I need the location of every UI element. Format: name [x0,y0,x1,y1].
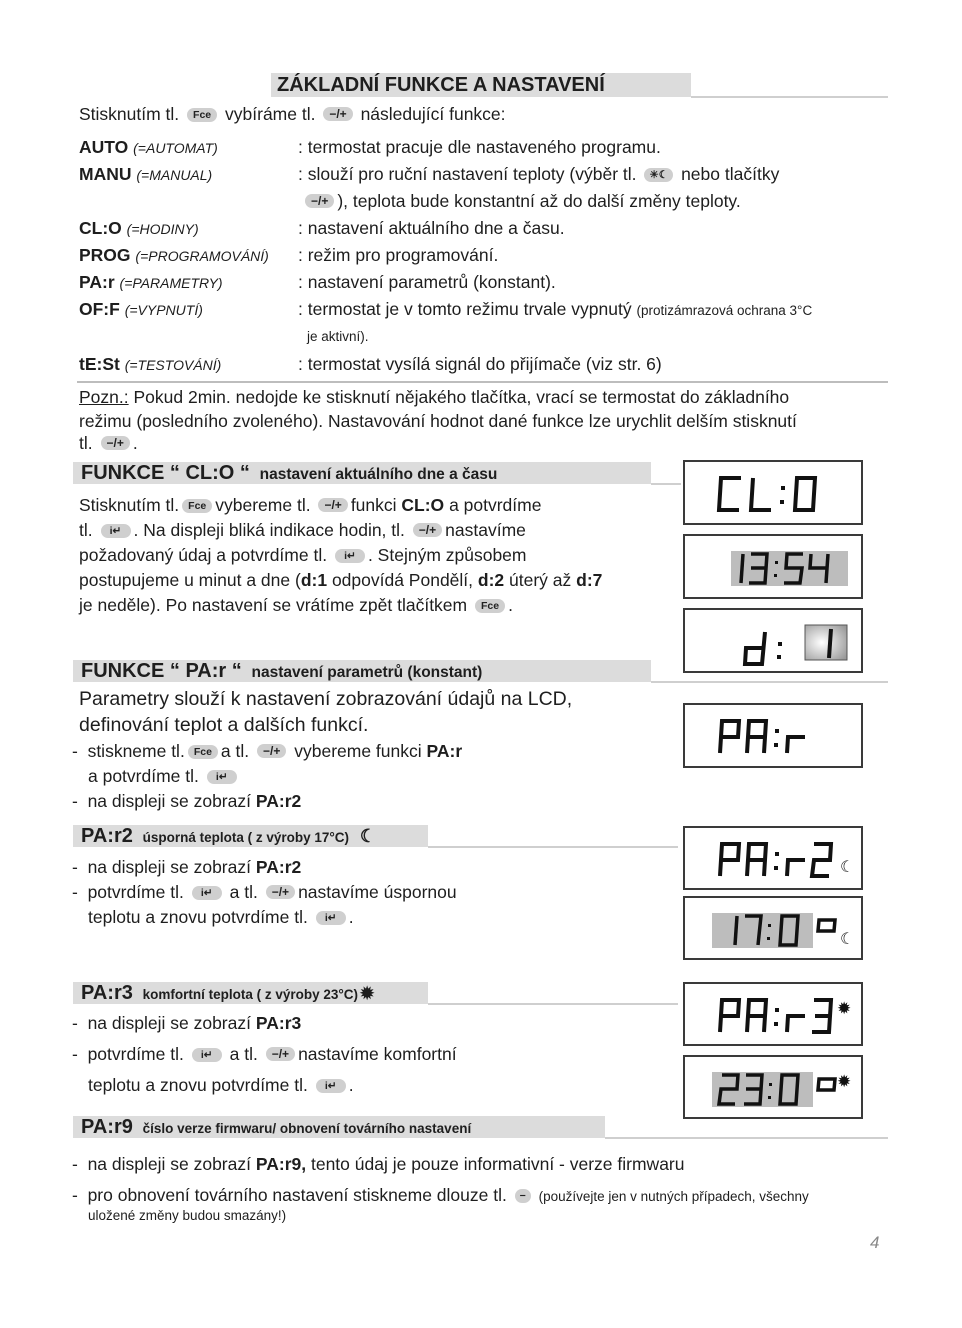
page-number: 4 [870,1233,880,1252]
lcd-time-digits [685,536,861,597]
note-line-1: Pozn.: Pokud 2min. nedojde ke stisknutí nějakého tlačítka, vrací se termostat do základního [79,387,790,407]
function-test-desc: : termostat vysílá signál do přijímače (viz str. 6) [298,354,662,374]
section-par2-heading: PA:r2 úsporná teplota ( z výroby 17°C) ☾ [73,825,428,847]
section-rule [651,483,681,485]
minus-key-icon: − [515,1189,531,1203]
ok-key-icon: i↵ [207,770,237,784]
section-rule [605,1137,888,1139]
function-prog: PROG (=PROGRAMOVÁNÍ) [79,245,269,265]
function-off-desc: : termostat je v tomto režimu trvale vypnutý (protizámrazová ochrana 3°C [298,299,813,319]
ok-key-icon: i↵ [192,1048,222,1062]
par2-bullet-1: - na displeji se zobrazí PA:r2 [72,857,302,877]
function-prog-desc: : režim pro programování. [298,245,499,265]
function-auto-desc: : termostat pracuje dle nastaveného programu. [298,137,661,157]
par9-bullet-2b: uložené změny budou smazány!) [88,1208,287,1223]
fce-key-icon: Fce [182,499,212,513]
par-bullet-1: - stiskneme tl. Fce a tl. −/+ vybereme funkci PA:r [72,741,463,761]
lcd-clo-digits [685,462,861,523]
section-par3-heading: PA:r3 komfortní teplota ( z výroby 23°C) ✹ [73,982,428,1004]
function-clo: CL:O (=HODINY) [79,218,199,238]
ok-key-icon: i↵ [316,1079,346,1093]
minus-plus-key-icon: −/+ [266,885,295,899]
lcd-par2 [683,826,863,890]
minus-plus-key-icon: −/+ [305,194,334,208]
section-rule [651,681,888,683]
par-para-1: Parametry slouží k nastavení zobrazování údajů na LCD, [79,688,573,710]
sun-icon: ✹ [360,984,375,1003]
minus-plus-key-icon: −/+ [318,498,347,512]
section-par9-heading: PA:r9 číslo verze firmwaru/ obnovení továrního nastavení [73,1116,605,1138]
sun-moon-key-icon: ☀☾ [644,168,673,182]
function-auto: AUTO (=AUTOMAT) [79,137,218,157]
par3-bullet-1: - na displeji se zobrazí PA:r3 [72,1013,302,1033]
par3-bullet-2: - potvrdíme tl. i↵ a tl. −/+ nastavíme komfortní [72,1044,457,1064]
intro-line: Stisknutím tl. Fce vybíráme tl. −/+ následující funkce: [79,104,506,124]
function-off: OF:F (=VYPNUTÍ) [79,299,203,319]
section-rule [428,846,678,848]
moon-icon: ☾ [359,826,377,846]
lcd-23-digits [685,1057,861,1117]
minus-plus-key-icon: −/+ [257,744,286,758]
lcd-par2-digits [685,828,861,888]
par-bullet-1b: a potvrdíme tl. i↵ [88,766,240,787]
svg-text:✹: ✹ [837,999,852,1019]
clo-line-2: tl. i↵ . Na displeji bliká indikace hodin, tl. −/+ nastavíme [79,520,526,540]
note-line-3: tl. −/+ . [79,433,138,453]
function-test: tE:St (=TESTOVÁNÍ) [79,354,222,374]
lcd-17-digits [685,898,861,958]
par2-bullet-2: - potvrdíme tl. i↵ a tl. −/+ nastavíme úspornou [72,882,457,902]
section-rule [428,1003,678,1005]
ok-key-icon: i↵ [335,549,365,563]
svg-text:☾: ☾ [840,929,855,948]
par9-bullet-2: - pro obnovení továrního nastavení stiskneme dlouze tl. − (používejte jen v nutných případech, všechny [72,1185,809,1205]
section-par-heading: FUNKCE “ PA:r “ nastavení parametrů (konstant) [73,660,651,682]
par3-bullet-2b: teplotu a znovu potvrdíme tl. i↵ . [88,1075,354,1095]
par-bullet-2: - na displeji se zobrazí PA:r2 [72,791,302,811]
title-bar [271,73,691,97]
page-title: ZÁKLADNÍ FUNKCE A NASTAVENÍ [277,74,605,96]
minus-plus-key-icon: −/+ [266,1047,295,1061]
par9-bullet-1: - na displeji se zobrazí PA:r9, tento údaj je pouze informativní - verze firmwaru [72,1154,685,1174]
function-manu: MANU (=MANUAL) [79,164,213,184]
lcd-clo [683,460,863,525]
lcd-par3 [683,982,863,1046]
fce-key-icon: Fce [187,108,217,122]
lcd-time [683,534,863,599]
par2-bullet-2b: teplotu a znovu potvrdíme tl. i↵ . [88,907,354,927]
function-clo-desc: : nastavení aktuálního dne a času. [298,218,565,238]
function-par: PA:r (=PARAMETRY) [79,272,223,292]
lcd-par-digits [685,705,861,766]
function-par-desc: : nastavení parametrů (konstant). [298,272,556,292]
lcd-17 [683,896,863,960]
lcd-par3-digits [685,984,861,1044]
clo-line-5: je neděle). Po nastavení se vrátíme zpět tlačítkem Fce . [79,595,513,615]
ok-key-icon: i↵ [101,524,131,538]
minus-plus-key-icon: −/+ [413,523,442,537]
fce-key-icon: Fce [475,599,505,613]
function-manu-desc: : slouží pro ruční nastavení teploty (výběr tl. ☀☾ nebo tlačítky [298,164,780,184]
clo-line-4: postupujeme u minut a dne (d:1 odpovídá Pondělí, d:2 úterý až d:7 [79,570,603,590]
clo-line-3: požadovaný údaj a potvrdíme tl. i↵ . Stejným způsobem [79,545,527,565]
section-clo-heading: FUNKCE “ CL:O “ nastavení aktuálního dne a času [73,462,651,484]
svg-text:✹: ✹ [837,1072,852,1092]
function-off-note2: je aktivní). [307,329,369,344]
lcd-day [683,608,863,673]
note-line-2: režimu (posledního zvoleného). Nastavování hodnot dané funkce lze urychlit delším stisknutí [79,411,797,431]
divider [77,381,888,383]
minus-plus-key-icon: −/+ [323,107,352,121]
minus-plus-key-icon: −/+ [101,436,130,450]
ok-key-icon: i↵ [316,911,346,925]
lcd-23 [683,1055,863,1119]
clo-line-1: Stisknutím tl. Fce vybereme tl. −/+ funkci CL:O a potvrdíme [79,495,542,515]
fce-key-icon: Fce [188,745,218,759]
ok-key-icon: i↵ [192,886,222,900]
lcd-par [683,703,863,768]
svg-text:☾: ☾ [840,857,855,876]
lcd-day-digits [685,610,861,671]
title-rule [691,96,888,98]
par-para-2: definování teplot a dalších funkcí. [79,714,369,736]
function-manu-desc2: −/+ ), teplota bude konstantní až do další změny teploty. [302,191,741,212]
